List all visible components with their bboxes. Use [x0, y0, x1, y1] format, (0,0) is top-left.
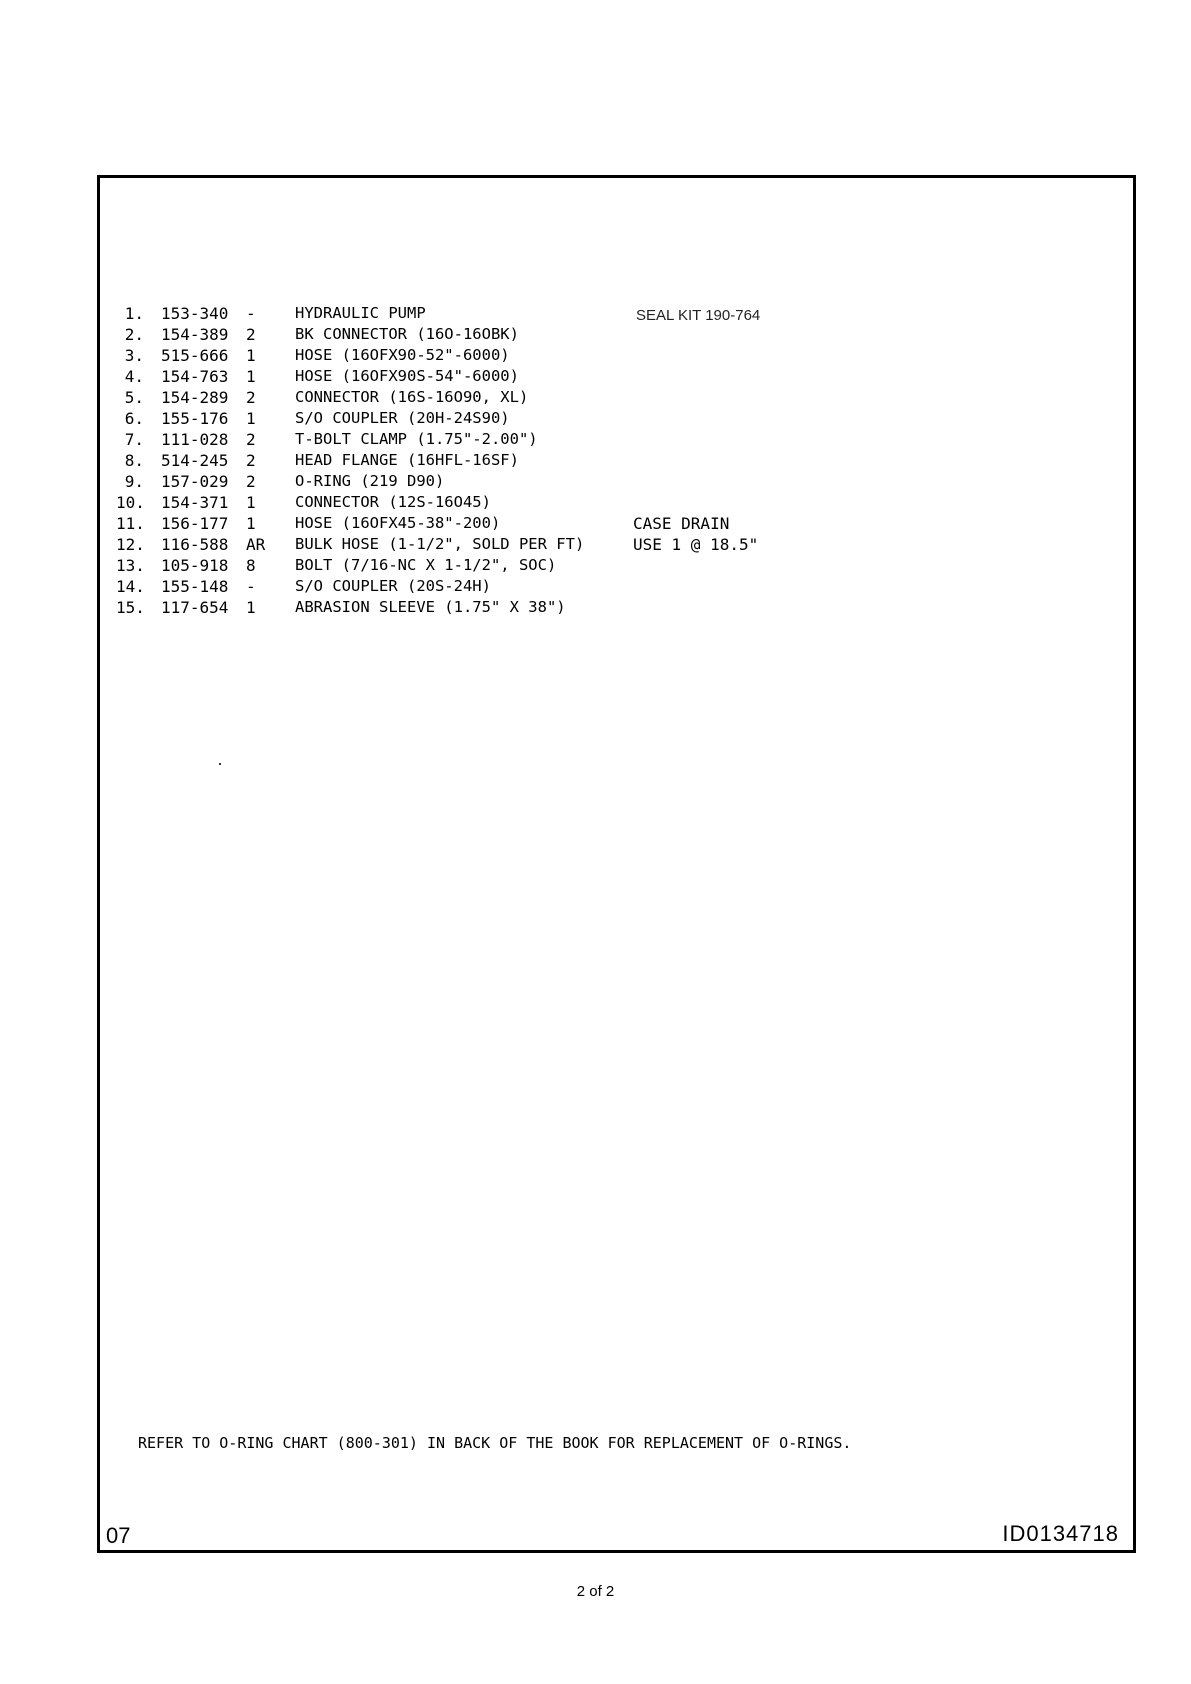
drawing-frame: [97, 175, 1136, 1553]
description: HEAD FLANGE (16HFL-16SF): [295, 451, 519, 469]
item-number: 5.: [124, 388, 144, 407]
description: CONNECTOR (16S-16O90, XL): [295, 388, 529, 406]
quantity: 1: [246, 514, 256, 533]
description: HOSE (16OFX90S-54"-6000): [295, 367, 519, 385]
description: T-BOLT CLAMP (1.75"-2.00"): [295, 430, 538, 448]
o-ring-footnote: REFER TO O-RING CHART (800-301) IN BACK OF THE BOOK FOR REPLACEMENT OF O-RINGS.: [138, 1434, 852, 1452]
quantity: 2: [246, 472, 256, 491]
quantity: -: [246, 577, 256, 596]
item-number: 11.: [116, 514, 145, 533]
description: BOLT (7/16-NC X 1-1/2", SOC): [295, 556, 557, 574]
part-number: 155-176: [161, 409, 229, 428]
part-number: 156-177: [161, 514, 229, 533]
part-number: 514-245: [161, 451, 229, 470]
description: S/O COUPLER (20H-24S90): [295, 409, 510, 427]
seal-kit-note: SEAL KIT 190-764: [636, 307, 761, 324]
quantity: 1: [246, 493, 256, 512]
quantity: 1: [246, 346, 256, 365]
quantity: 8: [246, 556, 256, 575]
item-number: 6.: [124, 409, 144, 428]
item-number: 15.: [116, 598, 145, 617]
description: HYDRAULIC PUMP: [295, 304, 426, 322]
quantity: 2: [246, 451, 256, 470]
part-number: 154-389: [161, 325, 229, 344]
quantity: 1: [246, 598, 256, 617]
quantity: 1: [246, 409, 256, 428]
drawing-id: ID0134718: [1002, 1521, 1119, 1546]
item-number: 3.: [124, 346, 144, 365]
case-drain-note: CASE DRAIN: [633, 514, 730, 533]
sheet-code: 07: [106, 1523, 131, 1548]
item-number: 13.: [116, 556, 145, 575]
item-number: 10.: [116, 493, 145, 512]
description: HOSE (16OFX90-52"-6000): [295, 346, 510, 364]
item-number: 1.: [124, 304, 144, 323]
item-number: 14.: [116, 577, 145, 596]
item-number: 4.: [124, 367, 144, 386]
part-number: 111-028: [161, 430, 229, 449]
item-number: 8.: [124, 451, 144, 470]
quantity: 1: [246, 367, 256, 386]
part-number: 157-029: [161, 472, 229, 491]
part-number: 154-289: [161, 388, 229, 407]
description: BULK HOSE (1-1/2", SOLD PER FT): [295, 535, 585, 553]
quantity: AR: [246, 535, 266, 554]
description: CONNECTOR (12S-16O45): [295, 493, 491, 511]
part-number: 117-654: [161, 598, 229, 617]
item-number: 7.: [124, 430, 144, 449]
description: ABRASION SLEEVE (1.75" X 38"): [295, 598, 566, 616]
quantity: -: [246, 304, 256, 323]
description: O-RING (219 D90): [295, 472, 445, 490]
description: S/O COUPLER (20S-24H): [295, 577, 491, 595]
quantity: 2: [246, 430, 256, 449]
description: BK CONNECTOR (16O-16OBK): [295, 325, 519, 343]
usage-note: USE 1 @ 18.5": [633, 535, 759, 554]
item-number: 9.: [124, 472, 144, 491]
part-number: 153-340: [161, 304, 229, 323]
quantity: 2: [246, 325, 256, 344]
part-number: 154-763: [161, 367, 229, 386]
item-number: 2.: [124, 325, 144, 344]
part-number: 116-588: [161, 535, 229, 554]
item-number: 12.: [116, 535, 145, 554]
part-number: 154-371: [161, 493, 229, 512]
part-number: 155-148: [161, 577, 229, 596]
stray-dot: [219, 763, 221, 765]
part-number: 105-918: [161, 556, 229, 575]
quantity: 2: [246, 388, 256, 407]
part-number: 515-666: [161, 346, 229, 365]
description: HOSE (16OFX45-38"-200): [295, 514, 501, 532]
page-number: 2 of 2: [576, 1583, 615, 1600]
